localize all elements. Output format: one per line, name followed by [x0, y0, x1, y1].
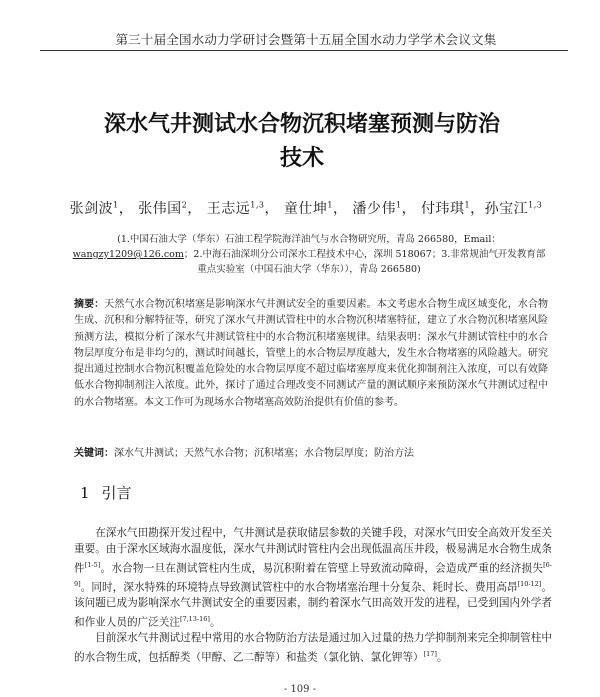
title-line-1: 深水气井测试水合物沉积堵塞预测与防治 — [103, 112, 500, 137]
citation-ref[interactable]: [1-5] — [84, 560, 101, 569]
affiliation-block — [70, 232, 548, 277]
citation-ref[interactable]: [7,13-16] — [179, 615, 210, 624]
page-number: - 109 - — [283, 684, 317, 695]
citation-ref[interactable]: [6-9] — [74, 560, 552, 588]
affiliation-text-1: (1.中国石油大学（华东）石油工程学院海洋油气与水合物研究所，青岛 266580，Email： — [117, 234, 501, 245]
affiliation-text-2: ；2.中海石油深圳分公司深水工程技术中心，深圳 518067；3.非常规油气开发教育部重点实验室（中国石油大学（华东）），青岛 266580) — [183, 249, 546, 275]
author-email-link[interactable]: wangzy1209@126.com — [72, 249, 184, 260]
keywords-text: 深水气井测试；天然气水合物；沉积堵塞；水合物层厚度；防治方法 — [114, 448, 414, 459]
section-heading-introduction — [80, 482, 132, 503]
citation-ref[interactable]: [10-12] — [517, 579, 542, 588]
author-name: 张剑波 — [69, 201, 114, 217]
title-line-2: 技术 — [279, 146, 324, 171]
paragraph-text: 。同时，深水特殊的环境特点导致测试管柱中的水合物堵塞治理十分复杂、耗时长、费用高昂 — [80, 581, 518, 594]
author-affil-mark: 1 — [113, 200, 119, 210]
section-number: 1 — [80, 484, 90, 502]
author-affil-mark: 1,3 — [528, 200, 543, 210]
paragraph-text: 目前深水气井测试过程中常用的水合物防治方法是通过加入过量的热力学抑制剂来完全抑制管柱中的水合物生成，包括醇类（甲醇、乙二醇等）和盐类（氯化钠、氯化钾等） — [74, 632, 552, 664]
paragraph — [74, 526, 552, 631]
running-header: 第三十届全国水动力学研讨会暨第十五届全国水动力学学术会议文集 — [115, 32, 497, 47]
author-name: 孙宝江 — [484, 201, 529, 217]
abstract-label: 摘要： — [74, 299, 105, 310]
author-affil-mark: 1 — [464, 200, 471, 210]
author-list: 张剑波$^1$， 张伟国$^2$， 王志远$^{1,3}$， 童仕坤$^1$， 潘少伟$^1$， 付玮琪$^1$，孙宝江$^{1,3}$ — [69, 200, 543, 217]
abstract-text: 天然气水合物沉积堵塞是影响深水气井测试安全的重要因素。本文考虑水合物生成区域变化，水合物生成、沉积和分解特征等，研究了深水气井测试管柱中的水合物沉积堵塞特征，建立了水合物沉积堵塞风险预测方法，模拟分析了深水气井测试管柱中的水合物沉积堵塞规律。结果表明：深水气井测试管柱中的水合物层厚度分布是非均匀的，测试时间越长，管壁上的水合物层厚度越大，发生水合物堵塞的风险越大。研究提出通过控制水合物沉积覆盖危险处的水合物层厚度不超过临堵塞厚度来优化抑制剂注入浓度，可以有效降低水合物抑制剂注入浓度。此外，探讨了通过合理改变不同测试产量的测试顺序来预防深水气井测试过程中的水合物堵塞。本文工作可为现场水合物堵塞高效防治提供有价值的参考。 — [74, 299, 549, 408]
author-name: 张伟国 — [138, 201, 182, 217]
section-title: 引言 — [101, 484, 132, 502]
author-affil-mark: 1,3 — [250, 200, 265, 210]
author-affil-mark: 1 — [395, 200, 402, 210]
citation-ref[interactable]: [17] — [423, 650, 437, 659]
abstract-block — [74, 297, 548, 411]
author-name: 付玮琪 — [421, 201, 465, 217]
paragraph — [74, 631, 552, 666]
author-name: 童仕坤 — [283, 201, 328, 217]
paragraph-text: 在深水气田勘探开发过程中，气井测试是获取储层参数的关键手段，对深水气田安全高效开发至关重要。由于深水区域海水温度低，深水气井测试时管柱内会出现低温高压井段，极易满足水合物生成条件 — [74, 527, 552, 575]
author-name: 潘少伟 — [352, 201, 396, 217]
paragraph-text: 。该问题已成为影响深水气井测试安全的重要因素，制约着深水气田高效开发的进程，已受到国内外学者和作业人员的广泛关注 — [74, 581, 552, 629]
keywords-label: 关键词： — [74, 448, 114, 459]
author-affil-mark: 1 — [327, 200, 334, 210]
header-rule — [40, 50, 568, 51]
author-name: 王志远 — [206, 201, 251, 217]
author-affil-mark: 2 — [181, 200, 188, 210]
paragraph-text: 。 — [436, 651, 448, 664]
paper-title — [60, 108, 544, 176]
paragraph-text: 。水合物一旦在测试管柱内生成，易沉积附着在管壁上导致流动障碍，会造成严重的经济损失 — [100, 562, 544, 575]
keywords-block — [74, 446, 548, 462]
body-text — [74, 526, 552, 667]
paragraph-text: 。 — [209, 616, 221, 629]
